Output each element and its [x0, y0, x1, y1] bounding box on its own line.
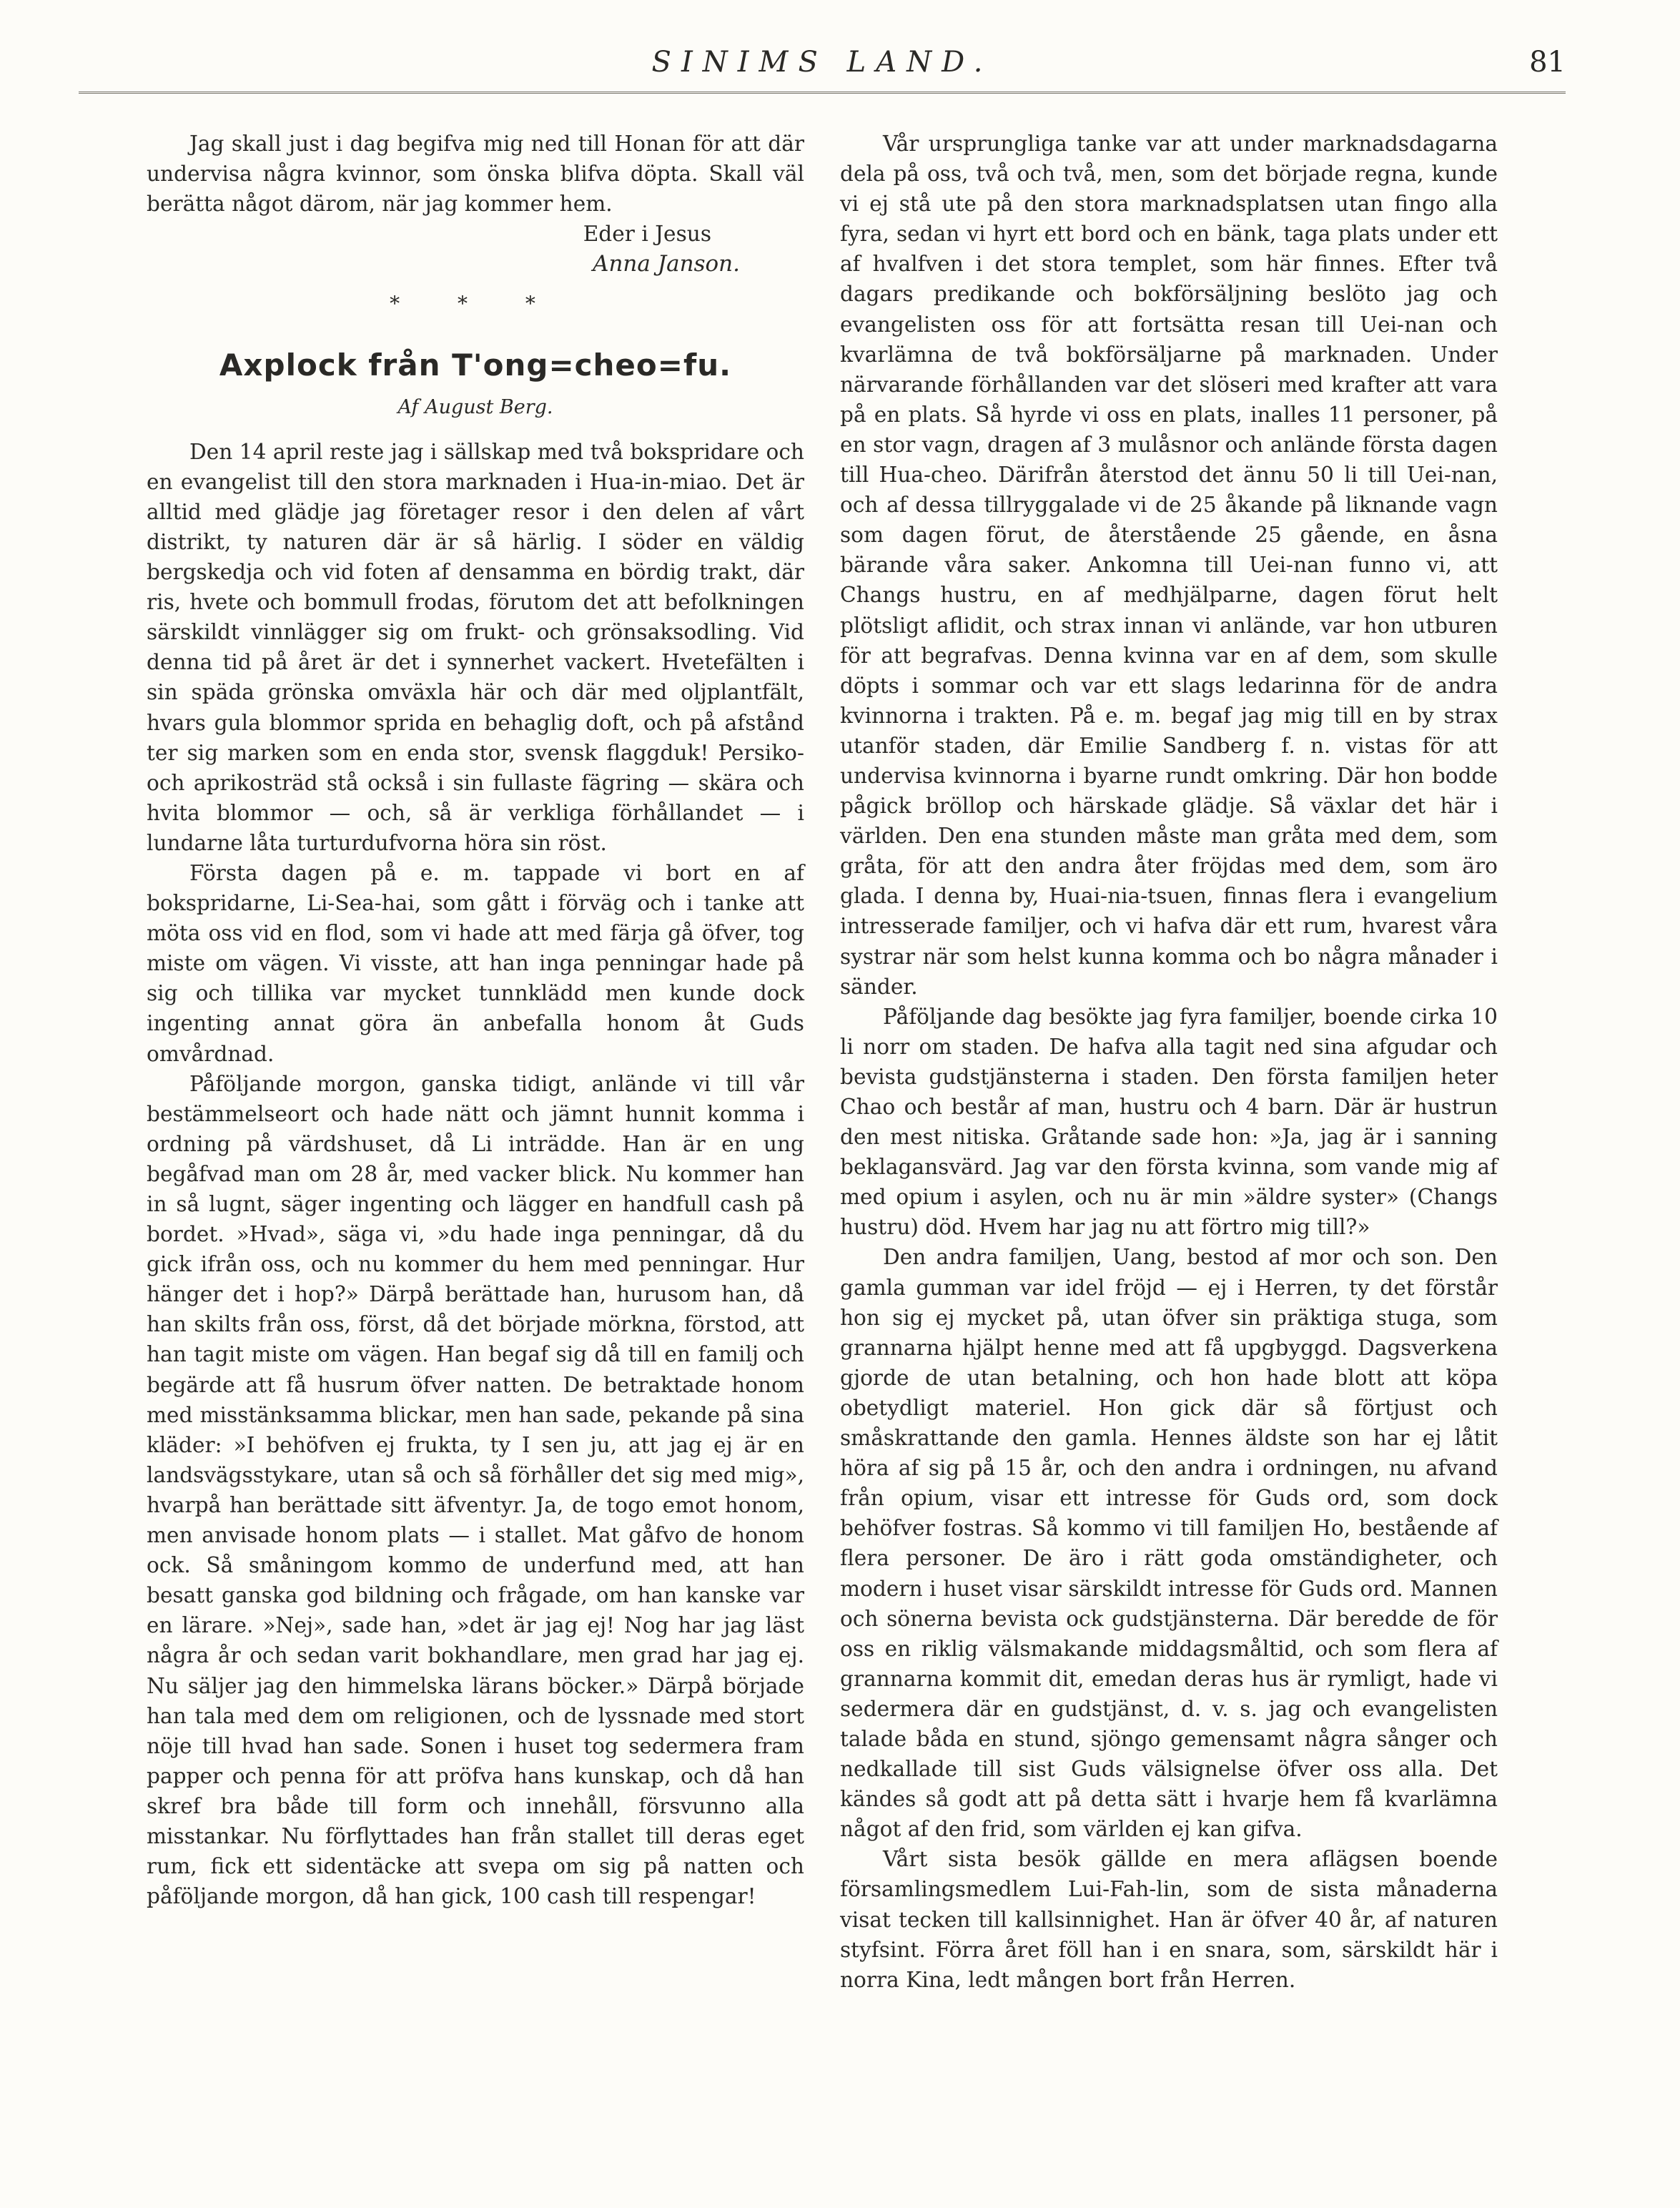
paragraph: Vår ursprungliga tanke var att under marknadsdagarna dela på oss, två och två, men, som det började regna, kunde vi ej stå ute på den stora marknadsplatsen utan fingo alla fyra, sedan vi hyrt ett bord och en bänk, taga plats under ett af hvalfven i det stora templet, som här finnes. Efter två dagars predikande och bokförsäljning beslöto jag och evangelisten oss för att fortsätta resan till Uei-nan och kvarlämna de två bokförsäljarne på marknaden. Under närvarande förhållanden var det slöseri med krafter att vara på en plats. Så hyrde vi oss en plats, inalles 11 personer, på en stor vagn, dragen af 3 mulåsnor och anlände första dagen till Hua-cheo. Därifrån återstod det ännu 50 li till Uei-nan, och af dessa tillryggalade vi de 25 åkande på liknande vagn som dagen förut, de återstående 25 gående, en åsna bärande våra saker. Ankomna till Uei-nan funno vi, att Changs hustru, en af medhjälparne, dagen förut helt plötsligt aflidit, och strax innan vi anlände, var hon utburen för att begrafvas. Denna kvinna var en af dem, som skulle döpts i sommar och var ett slags ledarinna för de andra kvinnorna i trakten. På e. m. begaf jag mig till en by strax utanför staden, där Emilie Sandberg f. n. vistas för att undervisa kvinnorna i byarne rundt omkring. Där hon bodde pågick bröllop och härskade glädje. Så växlar det här i världen. Den ena stunden måste man gråta med dem, som gråta, för att den andra åter fröjdas med dem, som äro glada. I denna by, Huai-nia-tsuen, finnas flera i evangelium intresserade familjer, och vi hafva där ett rum, hvarest våra systrar när som helst kunna komma och bo några månader i sänder.: [840, 132, 1498, 999]
paragraph: Första dagen på e. m. tappade vi bort en af bokspridarne, Li-Sea-hai, som gått i förväg och i tanke att möta oss vid en flod, som vi hade att med färja gå öfver, tog miste om vägen. Vi visste, att han inga penningar hade på sig och tillika var mycket tunnklädd men kunde dock ingenting annat göra än anbefalla honom åt Guds omvårdnad.: [147, 860, 804, 1066]
page-number: 81: [1529, 46, 1566, 79]
running-title: SINIMS LAND.: [651, 46, 993, 79]
article-byline: Af August Berg.: [397, 395, 553, 418]
paragraph: Påföljande dag besökte jag fyra familjer, boende cirka 10 li norr om staden. De hafva alla tagit ned sina afgudar och bevista gudstjänsterna i staden. Den första familjen heter Chao och består af man, hustru och 4 barn. Där är hustrun den mest nitiska. Gråtande sade hon: »Ja, jag är i sanning beklagansvärd. Jag var den första kvinna, som vande mig af med opium i asylen, och nu är min »äldre syster» (Changs hustru) död. Hvem har jag nu att förtro mig till?»: [840, 1004, 1498, 1240]
left-column: [147, 129, 804, 1911]
paragraph: Påföljande morgon, ganska tidigt, anlände vi till vår bestämmelseort och hade nätt och jämnt hunnit komma i ordning på värdshuset, då Li inträdde. Han är en ung begåfvad man om 28 år, med vacker blick. Nu kommer han in så lugnt, säger ingenting och lägger en handfull cash på bordet. »Hvad», säga vi, »du hade inga penningar, då du gick ifrån oss, och nu kommer du hem med penningar. Hur hänger det i hop?» Därpå berättade han, hurusom han, då han skilts från oss, först, då det började mörkna, förstod, att han tagit miste om vägen. Han begaf sig då till en familj och begärde att få husrum öfver natten. De betraktade honom med misstänksamma blickar, men han sade, pekande på sina kläder: »I behöfven ej frukta, ty I sen ju, att jag ej är en landsvägsstykare, utan så och så förhåller det sig med mig», hvarpå han berättade sitt äfventyr. Ja, de togo emot honom, men anvisade honom plats — i stallet. Mat gåfvo de honom ock. Så småningom kommo de underfund med, att han besatt ganska god bildning och frågade, om han kanske var en lärare. »Nej», sade han, »det är jag ej! Nog har jag läst några år och sedan varit bokhandlare, men grad har jag ej. Nu säljer jag den himmelska lärans böcker.» Därpå började han tala med dem om religionen, och de lyssnade med stort nöje till hvad han sade. Sonen i huset tog sedermera fram papper och penna för att pröfva hans kunskap, och då han skref bra både till form och innehåll, försvunno alla misstankar. Nu förflyttades han från stallet till deras eget rum, fick ett sidentäcke att svepa om sig på natten och påföljande morgon, då han gick, 100 cash till respengar!: [147, 1071, 804, 1909]
paragraph: Den andra familjen, Uang, bestod af mor och son. Den gamla gumman var idel fröjd — ej i Herren, ty det förstår hon sig ej mycket på, utan öfver sin präktiga stuga, som grannarna hjälpt henne med att få upgbyggd. Dagsverkena gjorde de utan betalning, och hon hade blott att köpa obetydligt materiel. Hon gick där så förtjust och småskrattande den gamla. Hennes äldste son har ej låtit höra af sig på 15 år, och den andra i ordningen, nu afvand från opium, visar ett intresse för Guds ord, som dock behöfver fostras. Så kommo vi till familjen Ho, bestående af flera personer. De äro i rätt goda omständigheter, och modern i huset visar särskildt intresse för Guds ord. Mannen och sönerna bevista ock gudstjänsterna. Där beredde de för oss en riklig välsmakande middagsmåltid, och som flera af grannarna kommit dit, emedan deras hus är rymligt, hade vi sedermera där en gudstjänst, d. v. s. jag och evangelisten talade båda en stund, sjöngo gemensamt några sånger och nedkallade till sist Guds välsignelse öfver oss alla. Det kändes så godt att på detta sätt i hvarje hem få kvarlämna något af den frid, som världen ej kan gifva.: [840, 1245, 1498, 1842]
letter-signature: Anna Janson.: [593, 251, 740, 277]
letter-text: Jag skall just i dag begifva mig ned till Honan för att där undervisa några kvinnor, som önska blifva döpta. Skall väl berätta något därom, när jag kommer hem.: [147, 132, 804, 217]
paragraph: Vårt sista besök gällde en mera aflägsen boende församlingsmedlem Lui-Fah-lin, som de sista månaderna visat tecken till kallsinnighet. Han är öfver 40 år, af naturen styfsint. Förra året föll han i en snara, som, särskildt här i norra Kina, ledt mången bort från Herren.: [840, 1847, 1498, 1992]
article-title: Axplock från T'ong=cheo=fu.: [219, 347, 732, 383]
letter-closing: Eder i Jesus: [583, 222, 711, 247]
header-rule: [79, 92, 1566, 94]
section-separator: * * *: [390, 292, 561, 316]
right-column: [840, 129, 1498, 1995]
paragraph: Den 14 april reste jag i sällskap med två bokspridare och en evangelist till den stora marknaden i Hua-in-miao. Det är alltid med glädje jag företager resor i den delen af vårt distrikt, ty naturen där är så härlig. I söder en väldig bergskedja och vid foten af densamma en bördig trakt, där ris, hvete och bommull frodas, förutom det att befolkningen särskildt vinnlägger sig om frukt- och grönsaksodling. Vid denna tid på året är det i synnerhet vackert. Hvetefälten i sin späda grönska omväxla här och där med oljplantfält, hvars gula blommor sprida en behaglig doft, och på afstånd ter sig marken som en enda stor, svensk flaggduk! Persiko- och aprikosträd stå också i sin fullaste fägring — skära och hvita blommor — och, så är verkliga förhållandet — i lundarne låta turturdufvorna höra sin röst.: [147, 439, 804, 855]
page-header: [79, 46, 1566, 89]
